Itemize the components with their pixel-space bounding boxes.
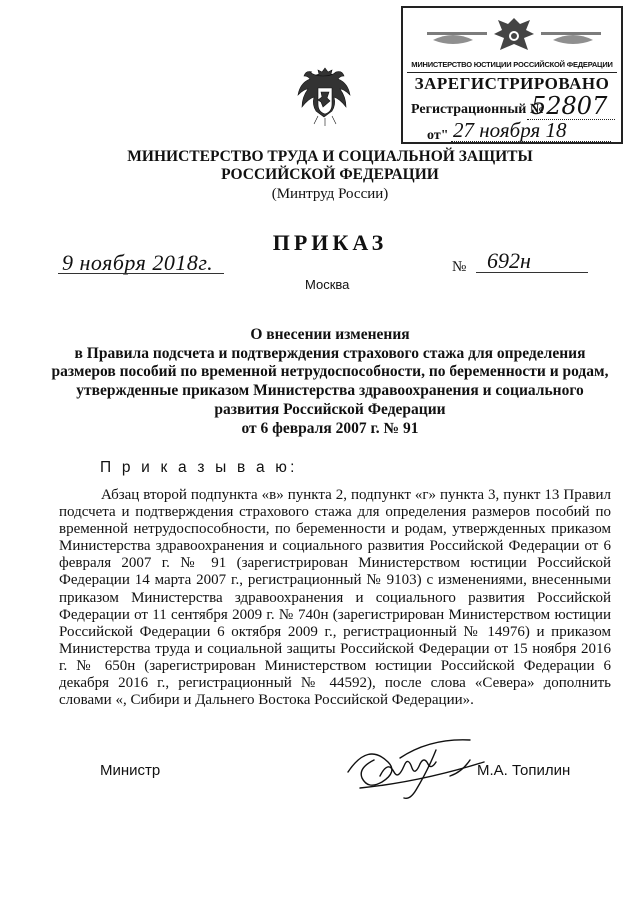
- stamp-date-underline: [451, 141, 611, 142]
- order-date: 9 ноября 2018г.: [62, 250, 214, 275]
- stamp-date-value: 27 ноября 18: [453, 118, 567, 142]
- subject-line-4: утвержденные приказом Министерства здравоохранения и социального: [76, 382, 584, 400]
- ministry-short-name: (Минтруд России): [271, 186, 389, 202]
- stamp-ministry: МИНИСТЕРСТВО ЮСТИЦИИ РОССИЙСКОЙ ФЕДЕРАЦИИ: [411, 60, 613, 69]
- stamp-status: ЗАРЕГИСТРИРОВАНО: [414, 74, 610, 93]
- stamp-divider: [407, 72, 617, 73]
- order-number: 692н: [487, 248, 531, 273]
- subject-line-1: О внесении изменения: [250, 326, 410, 343]
- subject-line-3: размеров пособий по временной нетрудоспособности, по беременности и родам,: [51, 363, 609, 381]
- subject-line-2: в Правила подсчета и подтверждения страхового стажа для определения: [74, 344, 586, 362]
- ministry-name: [120, 148, 540, 184]
- order-number-underline: [476, 272, 588, 273]
- stamp-reg-number: 52807: [531, 92, 608, 120]
- stamp-date-prefix: от": [427, 128, 449, 143]
- double-headed-eagle-icon: [296, 62, 354, 128]
- body-paragraph: Абзац второй подпункта «в» пункта 2, подпункт «г» пункта 3, пункт 13 Правил подсчета и подтверждения страхового стажа для определения размеров пособий по временной нетрудоспособности, по беременности и родам, утвержденных приказом Министерства здравоохранения и социального развития Российской Федерации от 6 февраля 2007 г. № 91 (зарегистрирован Министерством юстиции Российской Федерации 14 марта 2007 г., регистрационный № 9103) с изменениями, внесенными приказом Министерства здравоохранения и социального развития Российской Федерации от 11 сентября 2009 г. № 740н (зарегистрирован Министерством юстиции Российской Федерации 6 октября 2009 г., регистрационный № 14976) и приказом Министерства труда и социальной защиты Российской Федерации от 15 ноября 2016 г. № 650н (зарегистрирован Министерством юстиции Российской Федерации 6 декабря 2016 г., регистрационный № 44592), после слова «Севера» дополнить словами «, Сибири и Дальнего Востока Российской Федерации».: [59, 487, 611, 709]
- ministry-line-2: РОССИЙСКОЙ ФЕДЕРАЦИИ: [221, 166, 439, 183]
- order-city: Москва: [305, 277, 350, 292]
- ministry-line-1: МИНИСТЕРСТВО ТРУДА И СОЦИАЛЬНОЙ ЗАЩИТЫ: [127, 148, 533, 165]
- order-number-label: №: [452, 259, 467, 275]
- document-type: ПРИКАЗ: [272, 230, 388, 255]
- order-subject: [30, 326, 630, 438]
- registration-stamp: [401, 6, 623, 144]
- stamp-emblem-icon: [423, 14, 605, 58]
- subject-line-6: от 6 февраля 2007 г. № 91: [241, 419, 419, 437]
- stamp-reg-label: Регистрационный №: [411, 102, 544, 117]
- handwritten-signature: [340, 728, 500, 808]
- subject-line-5: развития Российской Федерации: [214, 400, 446, 418]
- order-directive: П р и к а з ы в а ю:: [100, 459, 298, 476]
- order-date-underline: [58, 273, 224, 274]
- signer-position: Министр: [100, 762, 161, 779]
- signer-name: М.А. Топилин: [477, 762, 571, 779]
